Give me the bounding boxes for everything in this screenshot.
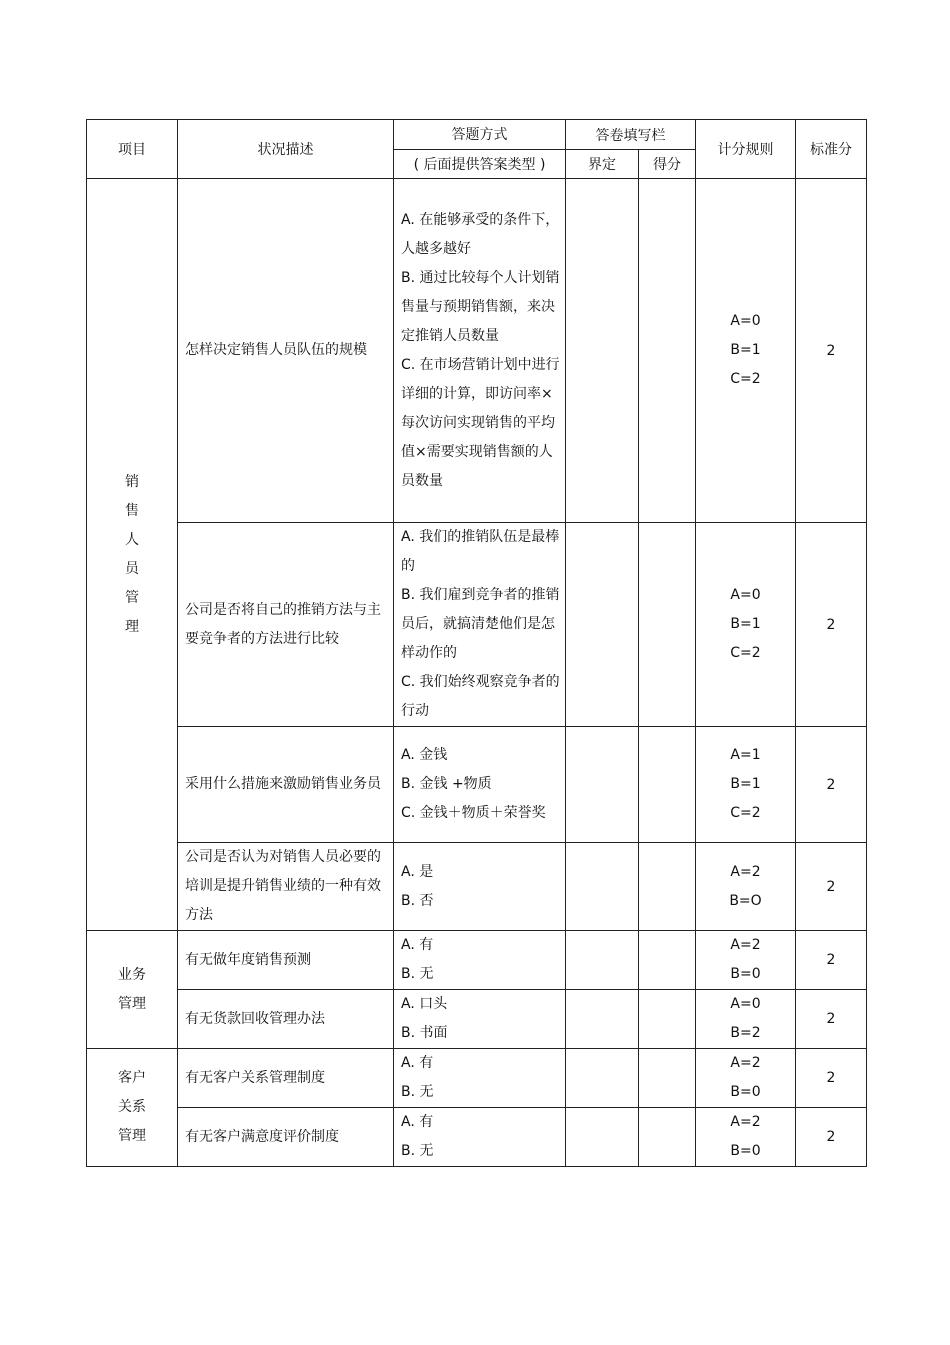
define-cell[interactable] — [566, 1108, 639, 1167]
table-row — [87, 523, 867, 727]
table-row — [87, 727, 867, 843]
rule-item: A=0 — [730, 996, 761, 1012]
rule-item: B=0 — [730, 966, 761, 982]
answer-option: C. 金钱＋物质＋荣誉奖 — [401, 805, 546, 821]
score-cell[interactable] — [639, 523, 696, 727]
scoring-rules — [696, 843, 796, 931]
scoring-rules — [696, 1108, 796, 1167]
answer-option: A. 我们的推销队伍是最棒的 — [401, 529, 560, 574]
answer-option: B. 书面 — [401, 1025, 448, 1041]
define-cell[interactable] — [566, 727, 639, 843]
question-description: 怎样决定销售人员队伍的规模 — [178, 179, 394, 523]
define-cell[interactable] — [566, 990, 639, 1049]
answer-option: A. 口头 — [401, 996, 448, 1012]
header-define: 界定 — [566, 150, 639, 179]
answer-options — [394, 523, 566, 727]
header-score: 得分 — [639, 150, 696, 179]
category-char: 管 — [125, 589, 139, 606]
answer-options — [394, 727, 566, 843]
scoring-rules — [696, 1049, 796, 1108]
rule-item: B=2 — [730, 1025, 761, 1041]
rule-item: C=2 — [730, 805, 761, 821]
score-cell[interactable] — [639, 843, 696, 931]
rule-item: A=2 — [730, 863, 761, 880]
answer-option: A. 有 — [401, 1055, 434, 1071]
question-description: 有无做年度销售预测 — [178, 931, 394, 990]
header-answer-type-note: ( 后面提供答案类型 ) — [394, 150, 566, 179]
answer-option: B. 无 — [401, 1084, 434, 1100]
evaluation-table — [86, 119, 867, 1167]
answer-option: B. 通过比较每个人计划销售量与预期销售额，来决定推销人员数量 — [401, 269, 560, 344]
standard-score: 2 — [796, 843, 867, 931]
answer-option: A. 金钱 — [401, 747, 448, 763]
table-row — [87, 179, 867, 523]
define-cell[interactable] — [566, 523, 639, 727]
standard-score: 2 — [796, 1049, 867, 1108]
answer-option: A. 在能够承受的条件下，人越多越好 — [401, 211, 560, 257]
category-line: 关系 — [118, 1099, 146, 1115]
answer-options — [394, 1108, 566, 1167]
category-char: 理 — [125, 618, 139, 635]
question-description: 公司是否将自己的推销方法与主要竞争者的方法进行比较 — [178, 523, 394, 727]
category-char: 销 — [125, 473, 139, 490]
header-scoring-rule: 计分规则 — [696, 120, 796, 179]
answer-option: A. 有 — [401, 1114, 434, 1130]
question-description: 有无货款回收管理办法 — [178, 990, 394, 1049]
category-customer-relations — [87, 1049, 178, 1167]
category-line: 业务 — [118, 966, 146, 983]
standard-score: 2 — [796, 179, 867, 523]
answer-options — [394, 931, 566, 990]
table-row — [87, 1108, 867, 1167]
category-line: 管理 — [118, 995, 146, 1012]
score-cell[interactable] — [639, 179, 696, 523]
rule-item: B=0 — [730, 1084, 761, 1100]
answer-options — [394, 179, 566, 523]
category-line: 客户 — [118, 1070, 146, 1086]
score-cell[interactable] — [639, 1108, 696, 1167]
answer-option: B. 我们雇到竞争者的推销员后，就搞清楚他们是怎样动作的 — [401, 587, 560, 661]
answer-option: B. 无 — [401, 966, 434, 982]
header-standard-score: 标准分 — [796, 120, 867, 179]
question-description: 有无客户满意度评价制度 — [178, 1108, 394, 1167]
rule-item: A=1 — [730, 747, 761, 763]
standard-score: 2 — [796, 1108, 867, 1167]
table-row — [87, 1049, 867, 1108]
scoring-rules — [696, 523, 796, 727]
table-row — [87, 990, 867, 1049]
standard-score: 2 — [796, 931, 867, 990]
rule-item: C=2 — [730, 645, 761, 661]
category-business — [87, 931, 178, 1049]
answer-option: B. 金钱 +物质 — [401, 776, 492, 792]
question-description: 公司是否认为对销售人员必要的培训是提升销售业绩的一种有效方法 — [178, 843, 394, 931]
rule-item: C=2 — [730, 371, 761, 387]
rule-item: A=2 — [730, 937, 761, 953]
answer-option: B. 无 — [401, 1143, 434, 1159]
table-row — [87, 843, 867, 931]
category-char: 售 — [125, 502, 139, 519]
rule-item: A=0 — [730, 587, 761, 603]
answer-options — [394, 990, 566, 1049]
answer-option: C. 在市场营销计划中进行详细的计算，即访问率×每次访问实现销售的平均值×需要实现销售额的人员数量 — [401, 356, 560, 489]
answer-options — [394, 843, 566, 931]
question-description: 有无客户关系管理制度 — [178, 1049, 394, 1108]
category-char: 人 — [125, 531, 139, 548]
rule-item: B=1 — [730, 616, 761, 632]
score-cell[interactable] — [639, 990, 696, 1049]
scoring-rules — [696, 990, 796, 1049]
header-answer-method: 答题方式 — [394, 120, 566, 150]
answer-option: A. 有 — [401, 937, 434, 953]
score-cell[interactable] — [639, 727, 696, 843]
scoring-rules — [696, 179, 796, 523]
standard-score: 2 — [796, 990, 867, 1049]
answer-option: C. 我们始终观察竞争者的行动 — [401, 674, 560, 719]
rule-item: B=O — [729, 892, 762, 909]
rule-item: A=2 — [730, 1114, 761, 1130]
standard-score: 2 — [796, 727, 867, 843]
rule-item: B=0 — [730, 1143, 761, 1159]
rule-item: A=0 — [730, 313, 761, 329]
rule-item: B=1 — [730, 342, 761, 358]
define-cell[interactable] — [566, 931, 639, 990]
standard-score: 2 — [796, 523, 867, 727]
category-char: 员 — [125, 560, 139, 577]
rule-item: B=1 — [730, 776, 761, 792]
define-cell[interactable] — [566, 179, 639, 523]
answer-option: B. 否 — [401, 892, 434, 909]
rule-item: A=2 — [730, 1055, 761, 1071]
category-line: 管理 — [118, 1128, 146, 1144]
header-answer-sheet: 答卷填写栏 — [566, 120, 696, 150]
score-cell[interactable] — [639, 1049, 696, 1108]
header-item: 项目 — [87, 120, 178, 179]
define-cell[interactable] — [566, 843, 639, 931]
answer-option: A. 是 — [401, 863, 434, 880]
score-cell[interactable] — [639, 931, 696, 990]
answer-options — [394, 1049, 566, 1108]
scoring-rules — [696, 727, 796, 843]
define-cell[interactable] — [566, 1049, 639, 1108]
category-sales-staff — [87, 179, 178, 931]
question-description: 采用什么措施来激励销售业务员 — [178, 727, 394, 843]
table-row — [87, 931, 867, 990]
scoring-rules — [696, 931, 796, 990]
header-description: 状况描述 — [178, 120, 394, 179]
